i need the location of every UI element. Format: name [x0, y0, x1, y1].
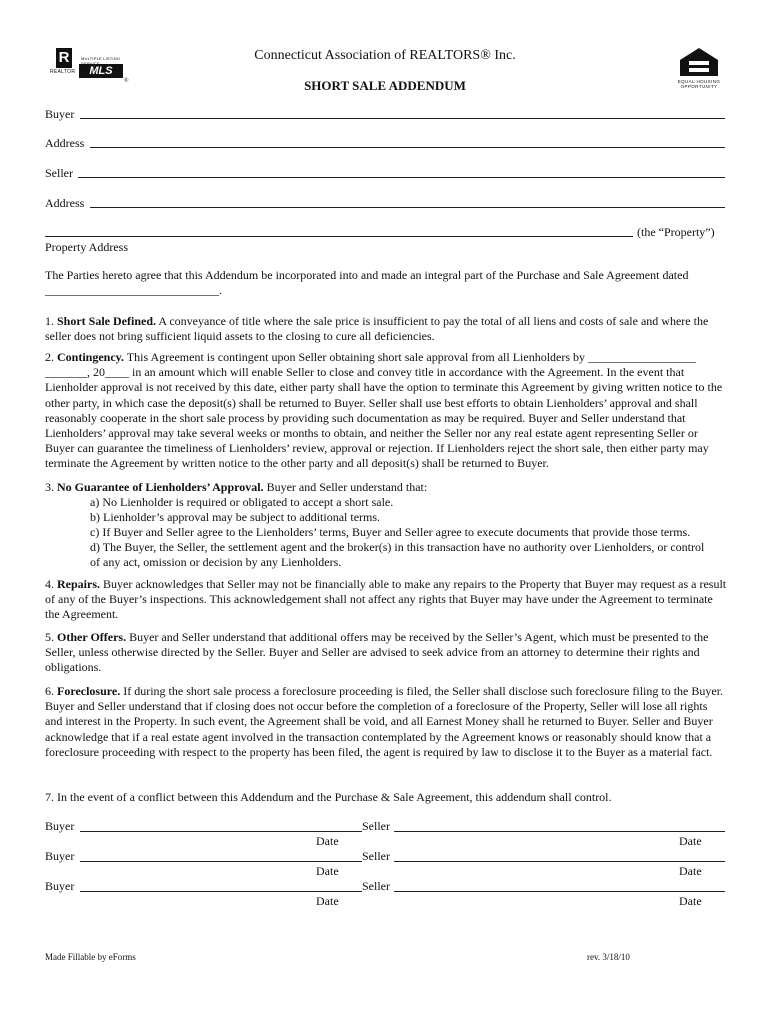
realtor-r-icon: R — [56, 48, 72, 68]
section-5-heading: Other Offers. — [57, 630, 127, 644]
sig-buyer-label-3: Buyer — [45, 879, 75, 893]
section-5-text: Buyer and Seller understand that additional offers may be received by the Seller’s Agent, which must be presented to the Seller, unless otherwise directed by the Seller. Buyer and Seller are advised to seek advice from an attorney to determine their rights and obligations. — [45, 630, 709, 675]
sig-buyer-field-1[interactable] — [80, 831, 362, 832]
sig-buyer-date-1: Date — [316, 834, 339, 848]
mls-logo-text: MLS — [79, 64, 123, 78]
section-7: 7. In the event of a conflict between this Addendum and the Purchase & Sale Agreement, this addendum shall control. — [45, 790, 612, 804]
property-address-field[interactable] — [45, 236, 633, 237]
section-4 — [45, 577, 727, 623]
section-1-text: A conveyance of title where the sale price is insufficient to pay the total of all liens and costs of sale and where the seller does not bring sufficient liquid assets to the closing to cure all deficiencies. — [45, 314, 709, 344]
sig-buyer-field-3[interactable] — [80, 891, 362, 892]
seller-label: Seller — [45, 166, 73, 180]
seller-address-label: Address — [45, 196, 85, 210]
seller-address-field[interactable] — [90, 207, 725, 208]
section-6-text: If during the short sale process a foreclosure proceeding is filed, the Seller shall disclose such foreclosure filing to the Buyer. Buyer and Seller understand that if closing does not occur before the completion of a foreclosure of the Property, Seller will lose all rights and interest in the Property. In such event, the Agreement shall be void, and all Earnest Money shall he returned to Buyer. Seller and Buyer acknowledge that if a real estate agent involved in the transaction contemplated by the Agreement knows or reasonably should know that a foreclosure proceeding with respect to the property has been filed, the agent is required by law to disclose it to the Buyer as a material fact. — [45, 684, 724, 759]
section-4-num: 4. — [45, 577, 54, 591]
section-3-num: 3. — [45, 480, 54, 494]
section-3-item-b: b) Lienholder’s approval may be subject to additional terms. — [90, 510, 381, 524]
eho-line1: EQUAL HOUSING — [677, 79, 721, 84]
footer-left: Made Fillable by eForms — [45, 952, 136, 962]
sig-buyer-date-3: Date — [316, 894, 339, 908]
intro-paragraph — [45, 268, 727, 298]
eho-line2: OPPORTUNITY — [680, 84, 718, 89]
sig-seller-date-2: Date — [679, 864, 702, 878]
section-3-text: Buyer and Seller understand that: — [263, 480, 428, 494]
section-3-item-d: d) The Buyer, the Seller, the settlement agent and the broker(s) in this transaction have no authority over Lienholders, or control of any act, omission or decision by any Lienholders. — [90, 540, 705, 570]
section-1-num: 1. — [45, 314, 54, 328]
section-5 — [45, 630, 727, 676]
seller-field[interactable] — [78, 177, 725, 178]
sig-seller-field-3[interactable] — [394, 891, 725, 892]
sig-seller-label-1: Seller — [362, 819, 390, 833]
section-3-heading: No Guarantee of Lienholders’ Approval. — [57, 480, 264, 494]
section-4-heading: Repairs. — [57, 577, 100, 591]
section-2-num: 2. — [45, 350, 54, 364]
realtor-logo-text: REALTOR — [50, 69, 76, 75]
sig-seller-date-1: Date — [679, 834, 702, 848]
org-title: Connecticut Association of REALTORS® Inc. — [254, 48, 516, 63]
sig-buyer-field-2[interactable] — [80, 861, 362, 862]
section-6-heading: Foreclosure. — [57, 684, 121, 698]
section-2-heading: Contingency. — [57, 350, 125, 364]
sig-seller-date-3: Date — [679, 894, 702, 908]
section-3-item-a: a) No Lienholder is required or obligated to accept a short sale. — [90, 495, 394, 509]
registered-mark: ® — [124, 78, 129, 84]
sig-seller-label-2: Seller — [362, 849, 390, 863]
section-3-item-c: c) If Buyer and Seller agree to the Lienholders’ terms, Buyer and Seller agree to execute documents that provide those terms. — [90, 525, 691, 539]
section-4-text: Buyer acknowledges that Seller may not be financially able to make any repairs to the Property that Buyer may request as a result of any of the Buyer’s inspections. This acknowledgement shall not affect any rights that Buyer may have under the Agreement to terminate the Agreement. — [45, 577, 727, 622]
footer-revision: rev. 3/18/10 — [587, 952, 630, 962]
mls-small-text: MULTIPLE LISTING — [81, 56, 121, 61]
intro-date-field[interactable]: _____________________________. — [45, 283, 222, 298]
sig-seller-field-1[interactable] — [394, 831, 725, 832]
section-6 — [45, 684, 727, 760]
section-3 — [45, 480, 727, 495]
address-label: Address — [45, 136, 85, 150]
section-2-text: This Agreement is contingent upon Seller obtaining short sale approval from all Lienholders by __________________ _______, 20____ in an amount which will enable Seller to close and convey title in accordance with the Agreement. In the event that Lienholder approval is not received by this date, either party shall have the option to terminate this Agreement by giving written notice to the other party, in which case the deposit(s) shall be returned to Buyer. Seller shall use best efforts to obtain Lienholders’ approval and shall reasonably cooperate in the short sale process by providing such documentation as may be required. Buyer and Seller understand that Lienholders’ approval may take several weeks or months to obtain, and neither the Seller nor any real estate agent representing Seller or Buyer can guarantee the timeliness of Lienholders’ review, approval or rejection. If Lienholders reject the short sale, then either party may terminate the Agreement by written notice to the other party and all deposit(s) shall be returned to Buyer. — [45, 350, 723, 471]
the-property-label: (the “Property”) — [637, 225, 715, 239]
sig-buyer-date-2: Date — [316, 864, 339, 878]
property-address-label: Property Address — [45, 240, 128, 254]
sig-buyer-label-1: Buyer — [45, 819, 75, 833]
sig-seller-field-2[interactable] — [394, 861, 725, 862]
section-5-num: 5. — [45, 630, 54, 644]
section-1 — [45, 314, 727, 344]
section-2 — [45, 350, 727, 472]
buyer-label: Buyer — [45, 107, 75, 121]
sig-buyer-label-2: Buyer — [45, 849, 75, 863]
sig-seller-label-3: Seller — [362, 879, 390, 893]
section-1-heading: Short Sale Defined. — [57, 314, 156, 328]
buyer-address-field[interactable] — [90, 147, 725, 148]
page-title: SHORT SALE ADDENDUM — [304, 78, 466, 93]
intro-text: The Parties hereto agree that this Addendum be incorporated into and made an integral part of the Purchase and Sale Agreement dated — [45, 268, 689, 282]
section-6-num: 6. — [45, 684, 54, 698]
buyer-field[interactable] — [80, 118, 725, 119]
